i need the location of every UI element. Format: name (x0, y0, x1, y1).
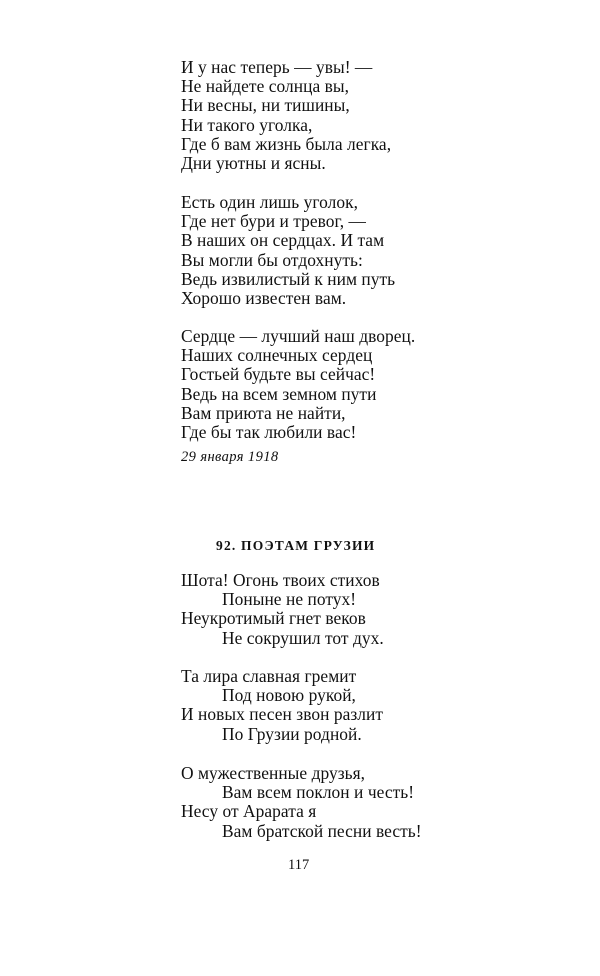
verse-line: Где б вам жизнь была легка, (181, 133, 392, 154)
poem-date: 29 января 1918 (181, 449, 279, 465)
verse-line: Несу от Арарата я (181, 801, 317, 822)
verse-line: Вам братской песни весть! (222, 820, 422, 841)
poem2-stanza-2 (181, 667, 383, 744)
verse-line: Вам всем поклон и честь! (222, 782, 415, 803)
poem2-stanza-3 (181, 764, 422, 841)
verse-line: Дни уютны и ясны. (181, 153, 326, 174)
verse-line: Вы могли бы отдохнуть: (181, 249, 363, 270)
verse-line: Ведь на всем земном пути (181, 383, 377, 404)
verse-line: Ни такого уголка, (181, 114, 313, 135)
verse-line: По Грузии родной. (222, 723, 362, 744)
verse-line: О мужественные друзья, (181, 763, 366, 783)
verse-line: Есть один лишь уголок, (181, 192, 359, 212)
poem1-stanza-3 (181, 327, 415, 442)
verse-line: Вам приюта не найти, (181, 402, 346, 423)
poem-title: 92. ПОЭТАМ ГРУЗИИ (216, 538, 376, 553)
page-number: 117 (288, 857, 310, 873)
verse-line: В наших он сердцах. И там (181, 230, 385, 251)
verse-line: И у нас теперь — увы! — (181, 57, 373, 77)
verse-line: Ни весны, ни тишины, (181, 95, 350, 116)
verse-line: Ведь извилистый к ним путь (181, 268, 396, 289)
verse-line: Где бы так любили вас! (181, 422, 357, 443)
poem1-stanza-2 (181, 193, 395, 308)
verse-line: Поныне не потух! (222, 589, 357, 610)
verse-line: Не сокрушил тот дух. (222, 627, 384, 648)
poem2-stanza-1 (181, 571, 384, 648)
verse-line: Неукротимый гнет веков (181, 608, 366, 629)
verse-line: Та лира славная гремит (181, 666, 357, 686)
verse-line: Под новою рукой, (222, 685, 356, 706)
verse-line: Хорошо известен вам. (181, 288, 347, 309)
poem1-stanza-1 (181, 58, 391, 173)
verse-line: Гостьей будьте вы сейчас! (181, 364, 376, 385)
verse-line: Не найдете солнца вы, (181, 76, 350, 97)
verse-line: Сердце — лучший наш дворец. (181, 326, 416, 346)
verse-line: Где нет бури и тревог, — (181, 211, 366, 232)
verse-line: Шота! Огонь твоих стихов (181, 570, 380, 590)
verse-line: И новых песен звон разлит (181, 704, 384, 725)
verse-line: Наших солнечных сердец (181, 345, 373, 366)
